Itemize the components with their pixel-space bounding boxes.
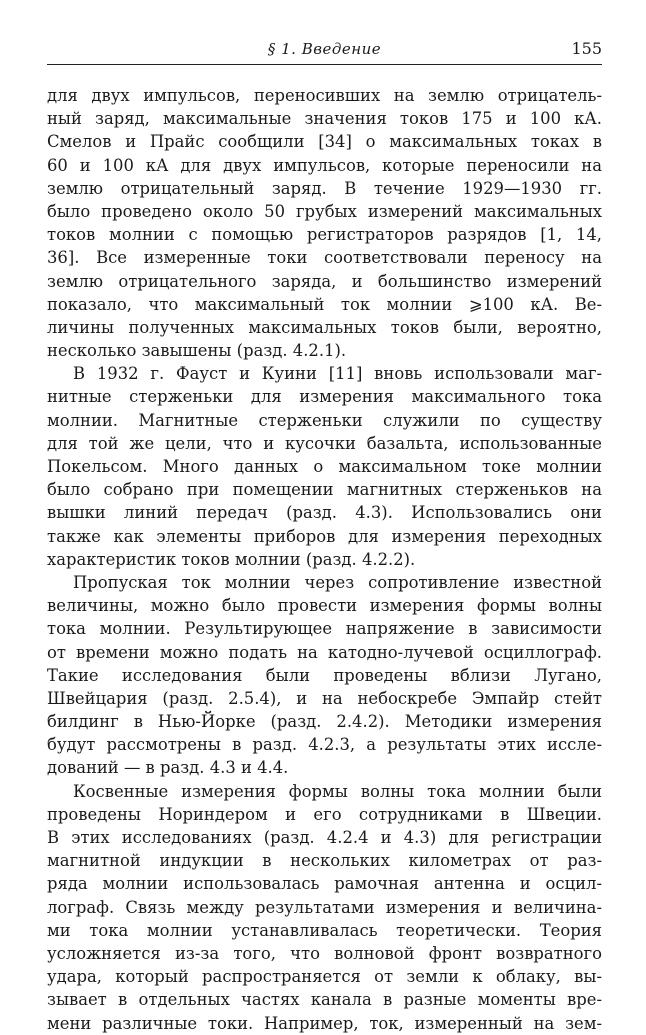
text-line: Покельсом. Много данных о максимальном токе молнии xyxy=(47,457,602,476)
text-line: ный заряд, максимальные значения токов 175 и 100 кА. xyxy=(47,109,602,129)
running-title: § 1. Введение xyxy=(267,40,382,58)
page-number: 155 xyxy=(571,39,602,58)
text-line: будут рассмотрены в разд. 4.2.3, а результаты этих иссле- xyxy=(47,735,602,755)
text-line: 60 и 100 кА для двух импульсов, которые переносили на xyxy=(47,155,602,175)
text-line: токов молнии с помощью регистраторов разрядов [1, 14, xyxy=(47,225,602,245)
text-line: нитные стерженьки для измерения максимального тока xyxy=(47,387,602,407)
text-line: личины полученных максимальных токов были, вероятно, xyxy=(47,317,602,337)
text-line: проведены Нориндером и его сотрудниками в Швеции. xyxy=(47,804,602,824)
text-line: Такие исследования были проведены вблизи Лугано, xyxy=(47,665,602,685)
text-line: характеристик токов молнии (разд. 4.2.2). xyxy=(47,549,416,569)
text-line: землю отрицательного заряда, и большинство измерений xyxy=(47,271,602,291)
text-line: билдинг в Нью-Йорке (разд. 2.4.2). Методики измерения xyxy=(47,712,602,732)
text-line: удара, который распространяется от земли к облаку, вы- xyxy=(47,967,602,987)
text-line: мени различные токи. Например, ток, измеренный на зем- xyxy=(47,1013,602,1033)
text-line: также как элементы приборов для измерения переходных xyxy=(47,526,602,546)
text-line: Швейцария (разд. 2.5.4), и на небоскребе Эмпайр стейт xyxy=(47,688,602,708)
text-line: 36]. Все измеренные токи соответствовали переносу на xyxy=(47,248,602,268)
text-line: Пропуская ток молнии через сопротивление известной xyxy=(73,572,602,592)
body-text xyxy=(47,84,602,1035)
text-line: было проведено около 50 грубых измерений максимальных xyxy=(47,201,602,221)
text-line: несколько завышены (разд. 4.2.1). xyxy=(47,341,347,361)
header-rule xyxy=(47,64,602,65)
paragraph xyxy=(47,84,602,362)
text-line: землю отрицательный заряд. В течение 1929—1930 гг. xyxy=(47,178,602,198)
paragraph xyxy=(47,571,602,780)
text-line: Смелов и Прайс сообщили [34] о максимальных токах в xyxy=(47,132,602,152)
text-line: лограф. Связь между результатами измерения и величина- xyxy=(47,897,602,917)
text-line: В этих исследованиях (разд. 4.2.4 и 4.3) для регистрации xyxy=(47,828,602,847)
text-line: тока молнии. Результирующее напряжение в зависимости xyxy=(47,619,602,639)
text-line: было собрано при помещении магнитных стерженьков на xyxy=(47,480,602,500)
text-line: молнии. Магнитные стерженьки служили по существу xyxy=(47,410,602,430)
text-line: ряда молнии использовалась рамочная антенна и осцил- xyxy=(47,874,602,894)
text-line: вышки линий передач (разд. 4.3). Использовались они xyxy=(47,503,602,523)
text-line: В 1932 г. Фауст и Куини [11] вновь использовали маг- xyxy=(73,364,602,384)
text-line: ми тока молнии устанавливалась теоретически. Теория xyxy=(47,920,602,940)
text-line: от времени можно подать на катодно-лучевой осциллограф. xyxy=(47,642,602,662)
text-line: Косвенные измерения формы волны тока молнии были xyxy=(73,781,602,801)
paragraph xyxy=(47,780,602,1035)
text-line: для той же цели, что и кусочки базальта, использованные xyxy=(47,433,602,453)
text-line: величины, можно было провести измерения формы волны xyxy=(47,596,602,616)
text-line: для двух импульсов, переносивших на землю отрицатель- xyxy=(47,86,602,105)
text-line: магнитной индукции в нескольких километрах от раз- xyxy=(47,851,602,871)
running-header xyxy=(47,38,602,64)
paragraph xyxy=(47,362,602,571)
text-line: зывает в отдельных частях канала в разные моменты вре- xyxy=(47,990,602,1010)
text-line: показало, что максимальный ток молнии ⩾100 кА. Ве- xyxy=(47,294,602,314)
text-line: дований — в разд. 4.3 и 4.4. xyxy=(47,758,289,778)
text-line: усложняется из-за того, что волновой фронт возвратного xyxy=(47,943,602,963)
